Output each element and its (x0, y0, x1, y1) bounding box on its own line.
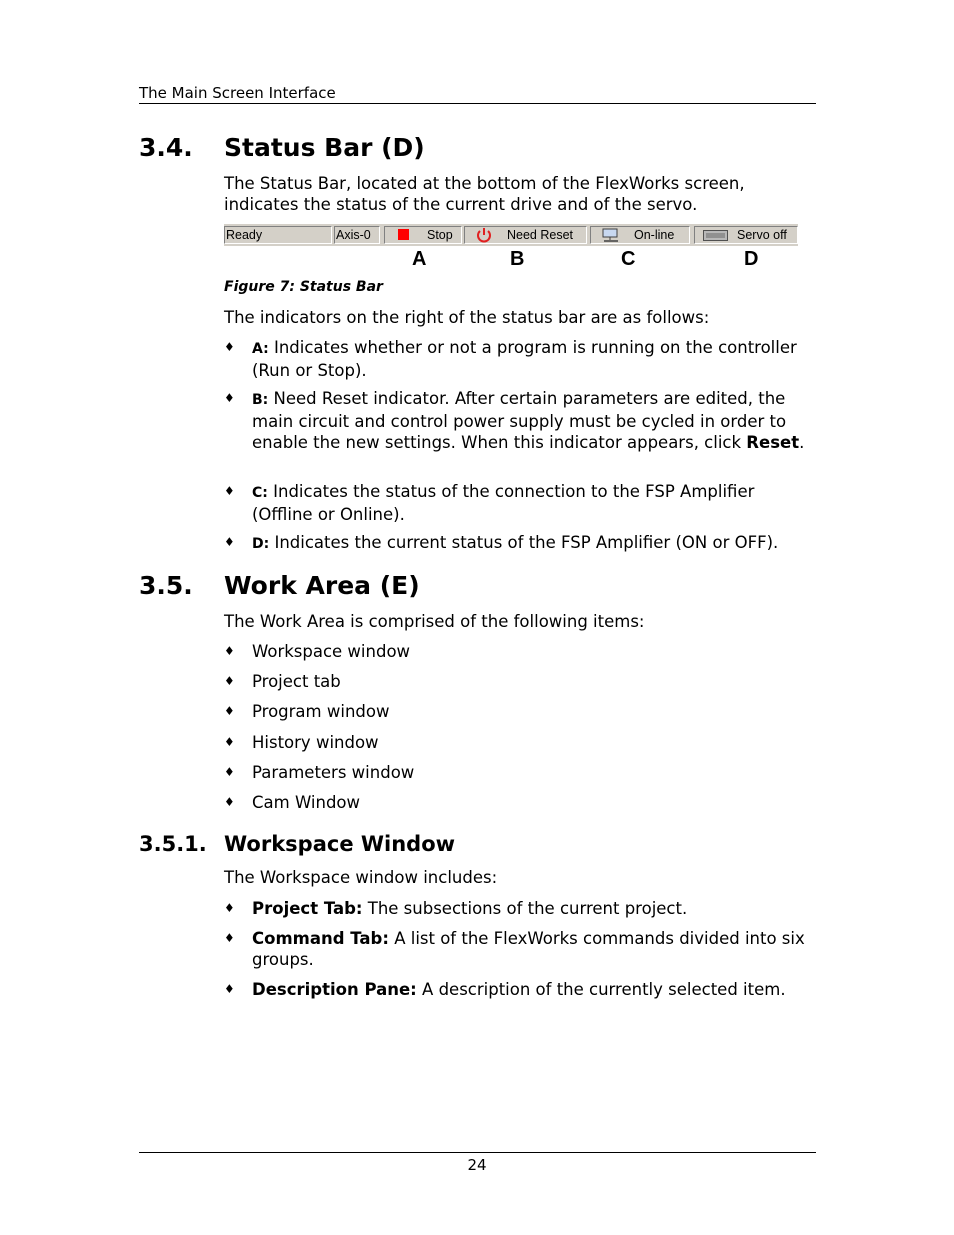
item-text-end: . (799, 433, 805, 452)
list-item (224, 762, 816, 783)
list-item (224, 979, 816, 1000)
page-number: 24 (467, 1156, 487, 1174)
bullet-diamond-icon: ♦ (224, 901, 235, 915)
status-ready-text: Ready (226, 228, 263, 242)
item-label: Project Tab: (252, 899, 363, 918)
status-panel-need-reset (464, 226, 587, 244)
bullet-diamond-icon: ♦ (224, 735, 235, 749)
list-item (224, 928, 816, 970)
item-text: Project tab (252, 672, 341, 691)
figure-caption: Figure 7: Status Bar (224, 279, 383, 295)
work-area-intro: The Work Area is comprised of the following items: (224, 612, 645, 631)
item-text: A description of the currently selected item. (416, 980, 786, 999)
status-servo-text: Servo off (737, 228, 787, 242)
list-item (224, 641, 816, 662)
stop-square-icon (398, 229, 410, 241)
header-divider (139, 103, 816, 104)
item-text: Indicates the status of the connection to the FSP Amplifier (Offline or Online). (252, 482, 755, 524)
list-item (224, 701, 816, 722)
item-label: B: (252, 392, 269, 408)
list-item (224, 337, 816, 379)
bullet-diamond-icon: ♦ (224, 340, 235, 354)
list-item (224, 792, 816, 813)
bullet-diamond-icon: ♦ (224, 484, 235, 498)
item-label: Description Pane: (252, 980, 417, 999)
indicator-letter-a: A (412, 248, 427, 270)
indicator-letter-c: C (621, 248, 636, 270)
list-item (224, 481, 816, 523)
section-heading-3-5-1 (139, 831, 816, 857)
list-item (224, 532, 816, 553)
indicator-letter-d: D (744, 248, 759, 270)
item-text: History window (252, 733, 379, 752)
footer-divider (139, 1152, 816, 1153)
item-text: The subsections of the current project. (362, 899, 688, 918)
status-need-reset-text: Need Reset (507, 228, 574, 242)
power-icon (475, 227, 493, 243)
list-item (224, 898, 816, 919)
section-number: 3.5.1. (139, 832, 207, 856)
status-panel-online (590, 226, 690, 244)
status-bar-intro (224, 173, 816, 215)
item-text: Program window (252, 702, 390, 721)
workspace-intro: The Workspace window includes: (224, 868, 498, 887)
indicator-list-intro: The indicators on the right of the status bar are as follows: (224, 308, 710, 327)
item-label: C: (252, 485, 268, 501)
running-header: The Main Screen Interface (139, 84, 336, 102)
status-panel-ready (224, 226, 332, 244)
item-text: Need Reset indicator. After certain parameters are edited, the main circuit and control power supply must be cycled in order to enable the new settings. When this indicator appears, click (252, 389, 787, 452)
item-label: Command Tab: (252, 929, 389, 948)
list-item (224, 671, 816, 692)
bullet-diamond-icon: ♦ (224, 795, 235, 809)
status-panel-axis (334, 226, 380, 244)
servo-panel-icon (703, 230, 729, 242)
bullet-diamond-icon: ♦ (224, 982, 235, 996)
item-text: Cam Window (252, 793, 361, 812)
item-label: A: (252, 341, 269, 357)
status-panel-servo (694, 226, 798, 244)
item-text: Workspace window (252, 642, 411, 661)
section-heading-3-4 (139, 133, 816, 163)
status-bar-figure (224, 224, 798, 246)
item-text: A list of the FlexWorks commands divided into six groups. (252, 929, 805, 969)
status-online-text: On-line (634, 228, 675, 242)
intro-line: indicates the status of the current drive and of the servo. (224, 195, 698, 214)
reset-keyword: Reset (746, 433, 800, 452)
network-icon (602, 228, 622, 243)
bullet-diamond-icon: ♦ (224, 704, 235, 718)
list-item (224, 732, 816, 753)
section-heading-3-5 (139, 571, 816, 601)
item-text: Parameters window (252, 763, 415, 782)
section-title: Status Bar (D) (224, 133, 425, 162)
section-title: Work Area (E) (224, 571, 420, 600)
bullet-diamond-icon: ♦ (224, 391, 235, 405)
indicator-letter-b: B (510, 248, 525, 270)
intro-line: The Status Bar, located at the bottom of the FlexWorks screen, (224, 174, 745, 193)
bullet-diamond-icon: ♦ (224, 644, 235, 658)
status-stop-text: Stop (427, 228, 453, 242)
bullet-diamond-icon: ♦ (224, 674, 235, 688)
item-text: Indicates the current status of the FSP Amplifier (ON or OFF). (269, 533, 779, 552)
bullet-diamond-icon: ♦ (224, 765, 235, 779)
item-label: D: (252, 536, 270, 552)
bullet-diamond-icon: ♦ (224, 931, 235, 945)
section-number: 3.5. (139, 571, 193, 600)
list-item (224, 388, 816, 472)
bullet-diamond-icon: ♦ (224, 535, 235, 549)
item-text: Indicates whether or not a program is running on the controller (Run or Stop). (252, 338, 797, 380)
status-axis-text: Axis-0 (336, 228, 371, 242)
section-title: Workspace Window (224, 832, 456, 856)
section-number: 3.4. (139, 133, 193, 162)
status-panel-stop (384, 226, 462, 244)
